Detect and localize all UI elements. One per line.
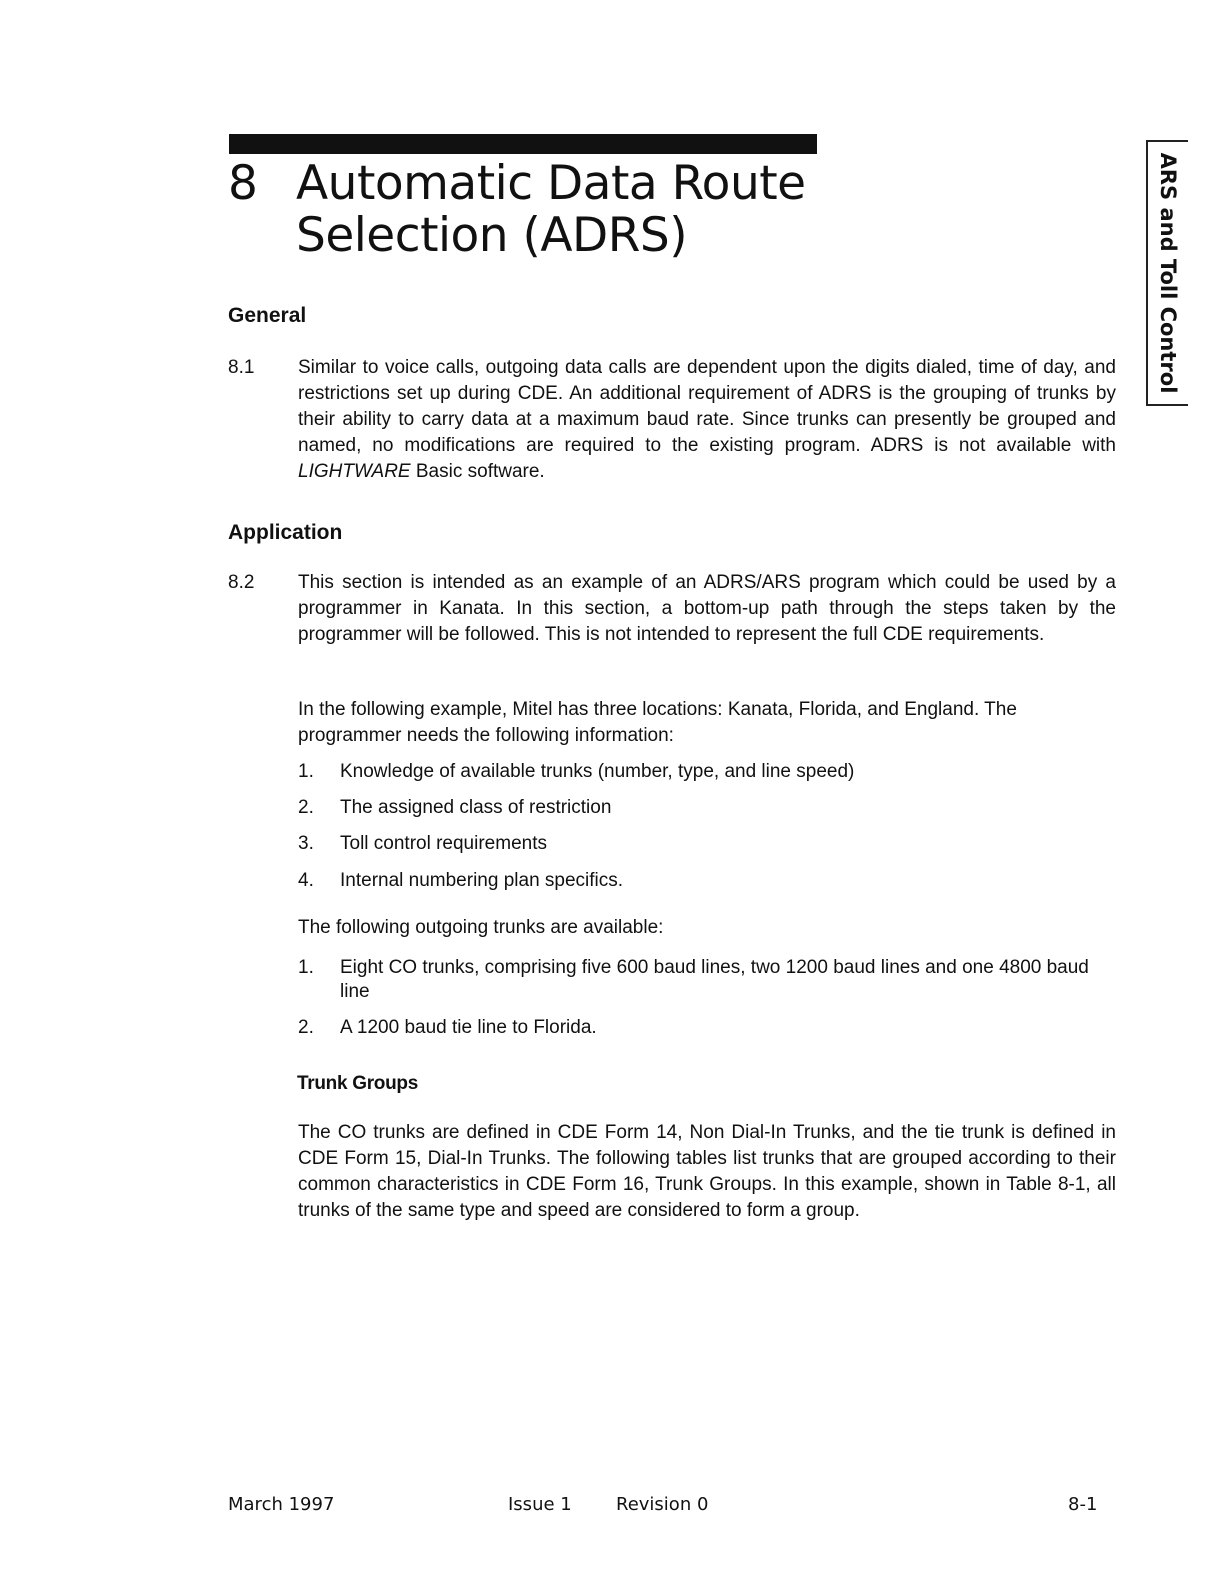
side-tab-label: ARS and Toll Control <box>1156 152 1180 394</box>
general-text-before: Similar to voice calls, outgoing data calls are dependent upon the digits dialed, time of day, and restrictions set up during CDE. An additional requirement of ADRS is the grouping of trunks by their ability to carry data at a maximum baud rate. Since trunks can presently be grouped and named, no modifications are required to the existing program. ADRS is not available with <box>298 357 1116 456</box>
chapter-number: 8 <box>228 156 258 211</box>
footer-date: March 1997 <box>228 1494 335 1515</box>
list-item-text: Knowledge of available trunks (number, type, and line speed) <box>340 761 855 782</box>
paragraph-trunks-intro: The following outgoing trunks are available: <box>298 917 664 938</box>
list-item-number: 1. <box>298 761 314 782</box>
list-item-text: A 1200 baud tie line to Florida. <box>340 1017 597 1038</box>
section-side-tab <box>1146 140 1188 406</box>
list-item-number: 2. <box>298 797 314 818</box>
footer-issue: Issue 1 <box>508 1494 572 1515</box>
lightware-emphasis: LIGHTWARE <box>298 461 411 482</box>
chapter-title-text: Automatic Data Route Selection (ADRS) <box>296 156 806 263</box>
heading-application: Application <box>228 521 343 544</box>
heading-trunk-groups: Trunk Groups <box>297 1073 418 1094</box>
footer-revision: Revision 0 <box>616 1494 709 1515</box>
paragraph-trunk-groups: The CO trunks are defined in CDE Form 14, Non Dial-In Trunks, and the tie trunk is defined in CDE Form 15, Dial-In Trunks. The following tables list trunks that are grouped according to their common characteristics in CDE Form 16, Trunk Groups. In this example, shown in Table 8-1, all trunks of the same type and speed are considered to form a group. <box>298 1122 1116 1221</box>
paragraph-application-intro: This section is intended as an example of an ADRS/ARS program which could be used by a programmer in Kanata. In this section, a bottom-up path through the steps taken by the programmer will be followed. This is not intended to represent the full CDE requirements. <box>298 572 1116 645</box>
chapter-rule <box>229 134 817 154</box>
para-number-8-2: 8.2 <box>228 572 255 593</box>
general-text-after: Basic software. <box>410 461 545 482</box>
list-item-text: The assigned class of restriction <box>340 797 612 818</box>
list-item-text: Eight CO trunks, comprising five 600 baud lines, two 1200 baud lines and one 4800 baud line <box>340 957 1089 1002</box>
list-item-number: 4. <box>298 870 314 891</box>
footer-page-number: 8-1 <box>1068 1494 1098 1515</box>
para-number-8-1: 8.1 <box>228 357 255 378</box>
list-item-text: Toll control requirements <box>340 833 547 854</box>
heading-general: General <box>228 304 307 327</box>
list-item-number: 3. <box>298 833 314 854</box>
list-item-number: 2. <box>298 1017 314 1038</box>
list-item-text: Internal numbering plan specifics. <box>340 870 624 891</box>
paragraph-general <box>298 355 1116 485</box>
paragraph-example-intro: In the following example, Mitel has three locations: Kanata, Florida, and England. The programmer needs the following information: <box>298 699 1017 746</box>
list-item-number: 1. <box>298 957 314 978</box>
